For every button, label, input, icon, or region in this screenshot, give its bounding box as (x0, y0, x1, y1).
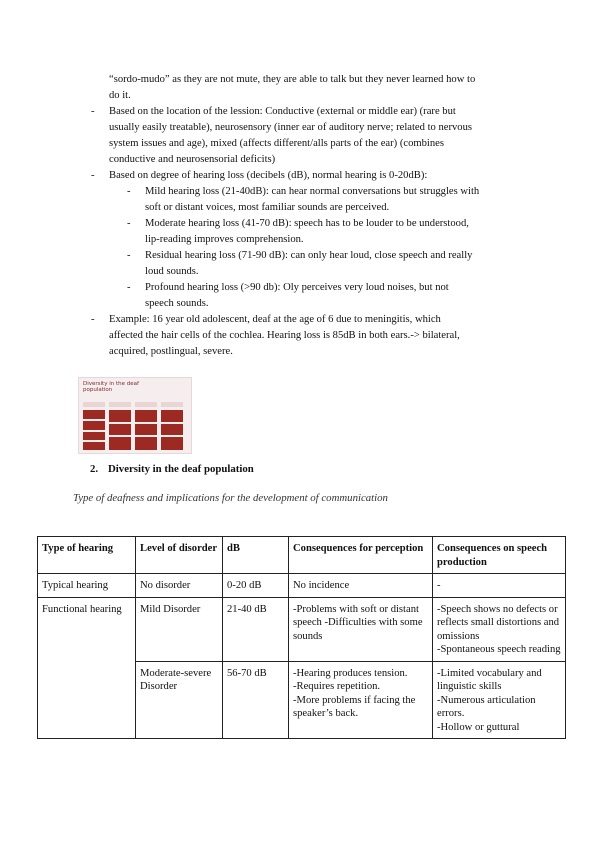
cell-level: Mild Disorder (136, 597, 223, 661)
thumbnail-column (161, 402, 183, 450)
cell-type: Functional hearing (38, 597, 136, 739)
header-type: Type of hearing (38, 537, 136, 574)
header-db: dB (223, 537, 289, 574)
location-line-4: conductive and neurosensorial deficits) (109, 154, 276, 165)
cell-production: - (433, 574, 566, 598)
cell-perception: -Problems with soft or distant speech -Difficulties with some sounds (289, 597, 433, 661)
example-line-3: acquired, postlingual, severe. (109, 346, 233, 357)
bullet-dash: - (91, 314, 95, 325)
residual-line-2: loud sounds. (145, 266, 199, 277)
thumbnail-column (109, 402, 131, 450)
residual-line-1: Residual hearing loss (71-90 dB): can only hear loud, close speech and really (145, 250, 473, 261)
header-perception: Consequences for perception (289, 537, 433, 574)
section-number: 2. (90, 463, 99, 475)
slide-thumbnail (78, 377, 192, 454)
sub-bullet-dash: - (127, 218, 131, 229)
degree-line-1: Based on degree of hearing loss (decibels (dB), normal hearing is 0-20dB): (109, 170, 428, 181)
cell-production: -Speech shows no defects or reflects small distortions and omissions -Spontaneous speech reading (433, 597, 566, 661)
cell-db: 56-70 dB (223, 661, 289, 739)
location-line-3: system issues and age), mixed (affects different/alls parts of the ear) (combines (109, 138, 444, 149)
mild-line-1: Mild hearing loss (21-40dB): can hear normal conversations but struggles with (145, 186, 480, 197)
cell-level: Moderate-severe Disorder (136, 661, 223, 739)
sub-bullet-dash: - (127, 250, 131, 261)
cell-db: 0-20 dB (223, 574, 289, 598)
thumbnail-title: Diversity in the deaf population (83, 381, 139, 393)
bullet-dash: - (91, 170, 95, 181)
hearing-table (37, 536, 566, 739)
table-header-row (38, 537, 566, 574)
continuation-line-1: “sordo-mudo” as they are not mute, they are able to talk but they never learned how to (109, 74, 476, 85)
section-subtitle: Type of deafness and implications for the development of communication (73, 492, 388, 504)
example-line-2: affected the hair cells of the cochlea. Hearing loss is 85dB in both ears.-> bilateral, (109, 330, 460, 341)
cell-db: 21-40 dB (223, 597, 289, 661)
section-title: Diversity in the deaf population (108, 463, 254, 475)
moderate-line-1: Moderate hearing loss (41-70 dB): speech has to be louder to be understood, (145, 218, 469, 229)
cell-level: No disorder (136, 574, 223, 598)
header-level: Level of disorder (136, 537, 223, 574)
header-production: Consequences on speech production (433, 537, 566, 574)
location-line-2: usually easily treatable), neurosensory (inner ear of auditory nerve; related to nervous (109, 122, 472, 133)
cell-type: Typical hearing (38, 574, 136, 598)
cell-perception: -Hearing produces tension. -Requires repetition. -More problems if facing the speaker’s back. (289, 661, 433, 739)
moderate-line-2: lip-reading improves comprehension. (145, 234, 304, 245)
table-row (38, 597, 566, 661)
location-line-1: Based on the location of the lession: Conductive (external or middle ear) (rare but (109, 106, 456, 117)
section-heading (90, 463, 254, 475)
thumbnail-column (83, 402, 105, 450)
thumbnail-column (135, 402, 157, 450)
profound-line-1: Profound hearing loss (>90 db): Oly perceives very loud noises, but not (145, 282, 449, 293)
cell-production: -Limited vocabulary and linguistic skills -Numerous articulation errors. -Hollow or guttural (433, 661, 566, 739)
table-row (38, 574, 566, 598)
mild-line-2: soft or distant voices, most familiar sounds are perceived. (145, 202, 390, 213)
continuation-line-2: do it. (109, 90, 131, 101)
bullet-dash: - (91, 106, 95, 117)
example-line-1: Example: 16 year old adolescent, deaf at the age of 6 due to meningitis, which (109, 314, 441, 325)
cell-perception: No incidence (289, 574, 433, 598)
sub-bullet-dash: - (127, 186, 131, 197)
sub-bullet-dash: - (127, 282, 131, 293)
profound-line-2: speech sounds. (145, 298, 209, 309)
